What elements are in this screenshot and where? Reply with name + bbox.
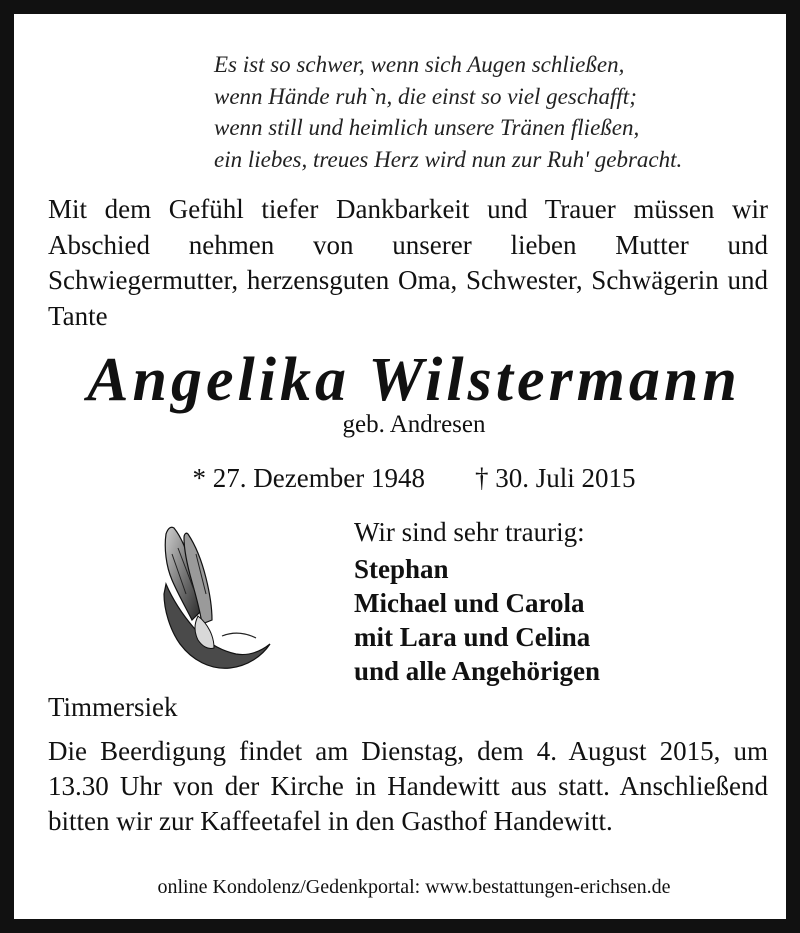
intro-text: Mit dem Gefühl tiefer Dankbarkeit und Trauer müssen wir Abschied nehmen von unserer lieben Mutter und Schwiegermutter, herzensguten Oma, Schwester, Schwägerin und Tante: [48, 194, 768, 331]
poem-line: ein liebes, treues Herz wird nun zur Ruh' gebracht.: [214, 146, 683, 172]
birth-date: * 27. Dezember 1948: [192, 463, 425, 493]
death-date: † 30. Juli 2015: [474, 463, 636, 493]
poem-line: wenn Hände ruh`n, die einst so viel geschafft;: [214, 83, 637, 109]
poem: [214, 49, 774, 175]
deceased-name: Angelika Wilstermann: [87, 346, 741, 414]
online-condolence-line: online Kondolenz/Gedenkportal: www.bestattungen-erichsen.de: [157, 876, 671, 898]
mourners-intro: Wir sind sehr traurig:: [354, 517, 585, 547]
mourner-name: Stephan: [354, 554, 449, 584]
place-name: Timmersiek: [48, 692, 178, 722]
mourner-name: mit Lara und Celina: [354, 622, 591, 652]
poem-line: Es ist so schwer, wenn sich Augen schließen,: [214, 52, 625, 77]
life-dates: [48, 460, 780, 496]
mourners: [354, 514, 774, 688]
mourner-list: [354, 552, 774, 688]
birth-name: geb. Andresen: [342, 411, 486, 438]
mourner-name: Michael und Carola: [354, 588, 585, 618]
funeral-details: Die Beerdigung findet am Dienstag, dem 4. August 2015, um 13.30 Uhr von der Kirche in Handewitt aus statt. Anschließend bitten wir zur Kaffeetafel in den Gasthof Handewitt.: [48, 736, 768, 836]
poem-line: wenn still und heimlich unsere Tränen fließen,: [214, 115, 640, 140]
mourner-name: und alle Angehörigen: [354, 656, 601, 686]
praying-hands-icon: [152, 524, 276, 674]
